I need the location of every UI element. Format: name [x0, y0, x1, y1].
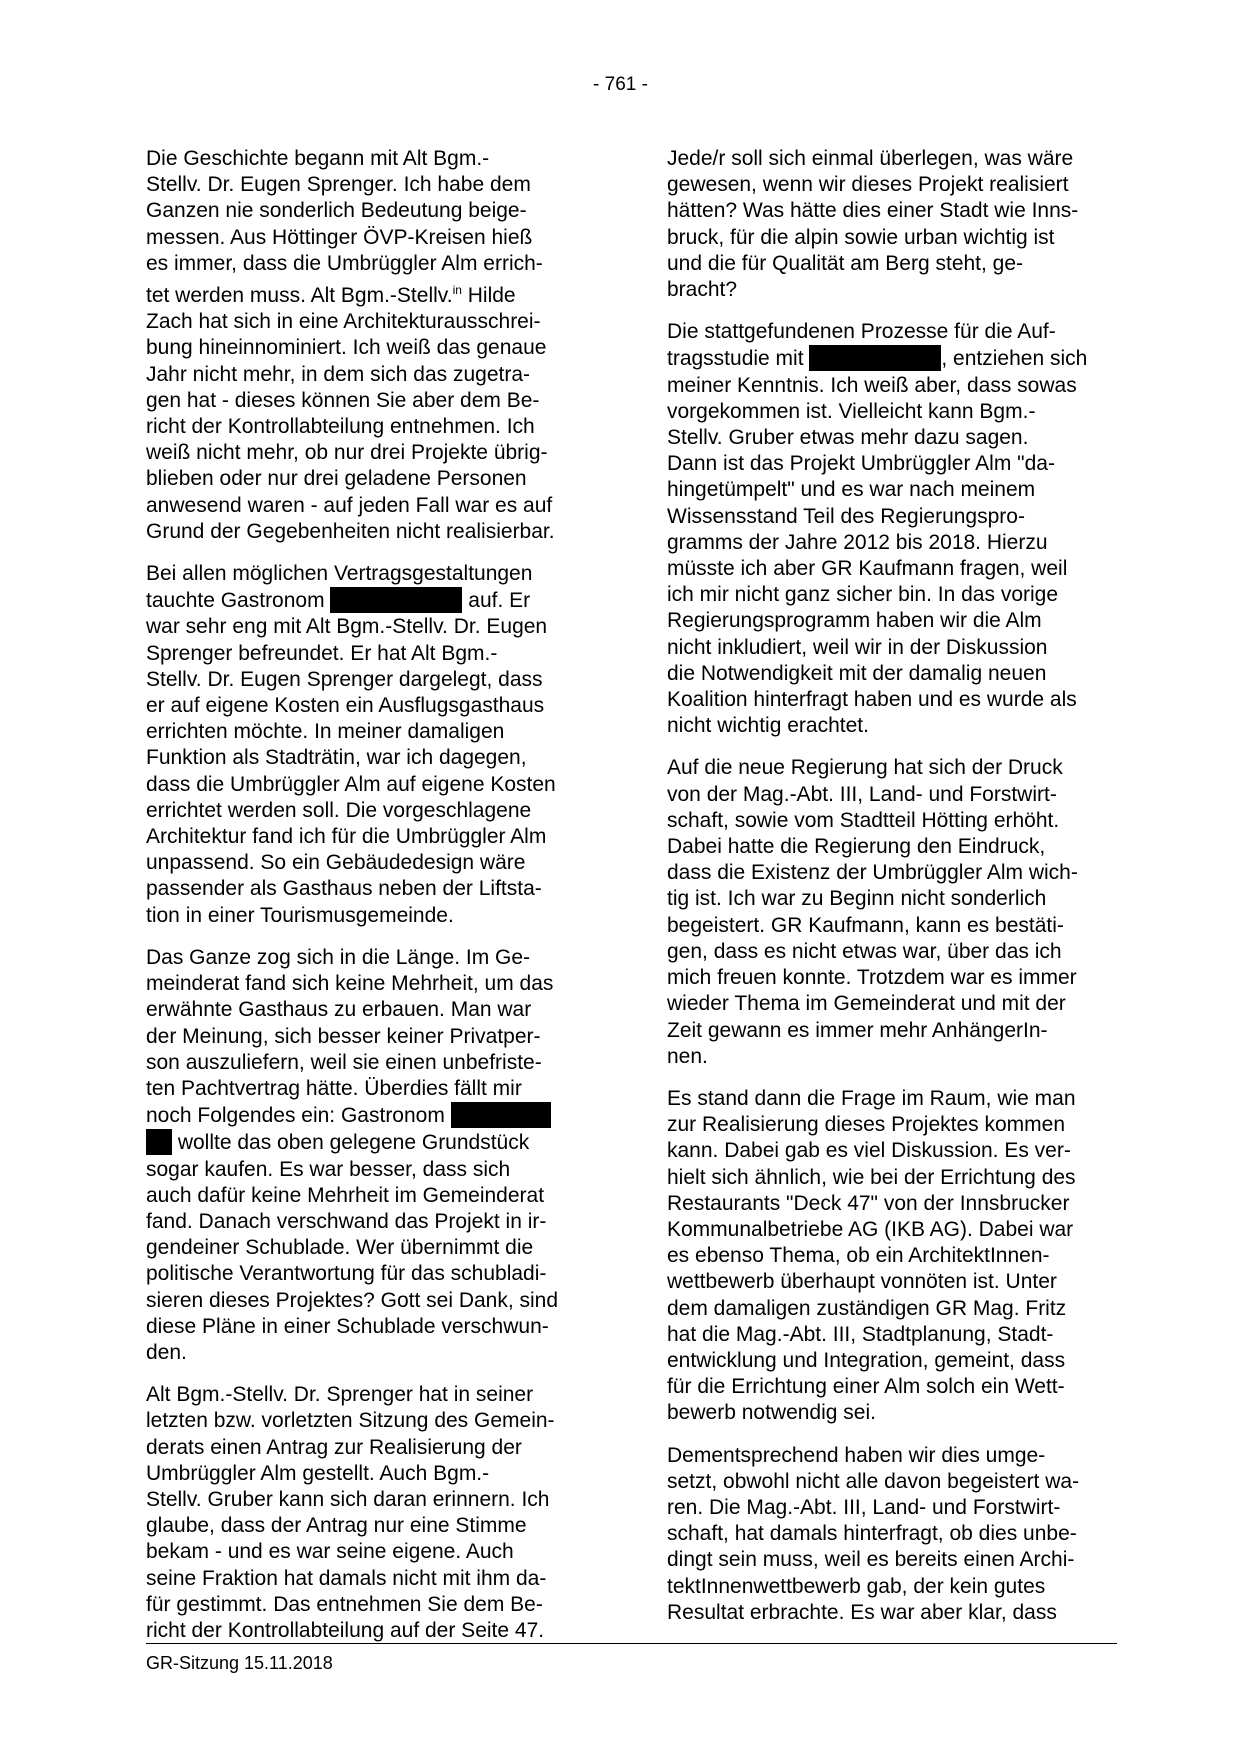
- footer-session-date: GR-Sitzung 15.11.2018: [146, 1653, 333, 1673]
- superscript: in: [452, 283, 462, 298]
- paragraph: Jede/r soll sich einmal überlegen, was wäre gewesen, wenn wir dieses Projekt realisiert hätten? Was hätte dies einer Stadt wie Inns- bruck, für die alpin sowie urban wichtig ist und die für Qualität am Berg steht, ge- bracht?: [667, 147, 1079, 302]
- text-run: Die stattgefundenen Prozesse für die Auf- tragsstudie mit: [667, 320, 1056, 371]
- redaction-block: [146, 1129, 172, 1155]
- paragraph: Dementsprechend haben wir dies umge- setzt, obwohl nicht alle davon begeistert wa- ren. Die Mag.-Abt. III, Land- und Forstwirt- schaft, hat damals hinterfragt, ob dies unbe- dingt sein muss, weil es bereits einen Archi- tektInnenwettbewerb gab, der kein gutes Resultat erbrachte. Es war aber klar, dass: [667, 1443, 1080, 1624]
- paragraph: [146, 146, 602, 545]
- paragraph: [146, 945, 602, 1366]
- paragraph: [146, 561, 602, 929]
- right-column: [667, 146, 1123, 1642]
- redaction-block: [330, 587, 462, 613]
- paragraph: Alt Bgm.-Stellv. Dr. Sprenger hat in seiner letzten bzw. vorletzten Sitzung des Gemein- derats einen Antrag zur Realisierung der Umbrüggler Alm gestellt. Auch Bgm.- Stellv. Gruber kann sich daran erinnern. Ich glaube, dass der Antrag nur eine Stimme bekam - und es war seine eigene. Auch seine Fraktion hat damals nicht mit ihm da- für gestimmt. Das entnehmen Sie dem Be- richt der Kontrollabteilung auf der Seite 47.: [146, 1383, 555, 1642]
- text-run: Die Geschichte begann mit Alt Bgm.- Stellv. Dr. Eugen Sprenger. Ich habe dem Ganzen nie sonderlich Bedeutung beige- messen. Aus Höttinger ÖVP-Kreisen hieß es immer, dass die Umbrüggler Alm errich- tet werden muss. Alt Bgm.-Stellv.: [146, 147, 543, 308]
- text-run: Bei allen möglichen Vertragsgestaltungen tauchte Gastronom: [146, 562, 533, 613]
- paragraph: [667, 319, 1123, 739]
- page-number: - 761 -: [593, 74, 648, 95]
- text-run: auf. Er war sehr eng mit Alt Bgm.-Stellv. Dr. Eugen Sprenger befreundet. Er hat Alt Bgm.- Stellv. Dr. Eugen Sprenger dargelegt, dass er auf eigene Kosten ein Ausflugsgasthaus errichten möchte. In meiner damaligen Funktion als Stadträtin, war ich dagegen, dass die Umbrüggler Alm auf eigene Kosten errichtet werden soll. Die vorgeschlagene Architektur fand ich für die Umbrüggler Alm unpassend. So ein Gebäudedesign wäre passender als Gasthaus neben der Liftsta- tion in einer Tourismusgemeinde.: [146, 589, 556, 927]
- paragraph: Auf die neue Regierung hat sich der Druck von der Mag.-Abt. III, Land- und Forstwirt- schaft, sowie vom Stadtteil Hötting erhöht. Dabei hatte die Regierung den Eindruck, dass die Existenz der Umbrüggler Alm wich- tig ist. Ich war zu Beginn nicht sonderlich begeistert. GR Kaufmann, kann es bestäti- gen, dass es nicht etwas war, über das ich mich freuen konnte. Trotzdem war es immer wieder Thema im Gemeinderat und mit der Zeit gewann es immer mehr AnhängerIn- nen.: [667, 756, 1078, 1068]
- redaction-block: [451, 1102, 551, 1128]
- text-run: , entziehen sich meiner Kenntnis. Ich weiß aber, dass sowas vorgekommen ist. Vielleicht kann Bgm.- Stellv. Gruber etwas mehr dazu sagen. Dann ist das Projekt Umbrüggler Alm "da- hingetümpelt" und es war nach meinem Wissensstand Teil des Regierungspro- gramms der Jahre 2012 bis 2018. Hierzu müsste ich aber GR Kaufmann fragen, weil ich mir nicht ganz sicher bin. In das vorige Regierungsprogramm haben wir die Alm nicht inkludiert, weil wir in der Diskussion die Notwendigkeit mit der damalig neuen Koalition hinterfragt haben und es wurde als nicht wichtig erachtet.: [667, 347, 1088, 738]
- text-run: Hilde Zach hat sich in eine Architekturausschrei- bung hineinnominiert. Ich weiß das genaue Jahr nicht mehr, in dem sich das zugetra- gen hat - dieses können Sie aber dem Be- richt der Kontrollabteilung entnehmen. Ich weiß nicht mehr, ob nur drei Projekte übrig- blieben oder nur drei geladene Personen anwesend waren - auf jeden Fall war es auf Grund der Gegebenheiten nicht realisierbar.: [146, 284, 555, 543]
- left-column: [146, 146, 602, 1660]
- footer-divider: [146, 1643, 1117, 1644]
- paragraph: Es stand dann die Frage im Raum, wie man zur Realisierung dieses Projektes kommen kann. Dabei gab es viel Diskussion. Es ver- hielt sich ähnlich, wie bei der Errichtung des Restaurants "Deck 47" von der Innsbrucker Kommunalbetriebe AG (IKB AG). Dabei war es ebenso Thema, ob ein ArchitektInnen- wettbewerb überhaupt vonnöten ist. Unter dem damaligen zuständigen GR Mag. Fritz hat die Mag.-Abt. III, Stadtplanung, Stadt- entwicklung und Integration, gemeint, dass für die Errichtung einer Alm solch ein Wett- bewerb notwendig sei.: [667, 1086, 1076, 1425]
- redaction-block: [809, 345, 941, 371]
- text-run: Das Ganze zog sich in die Länge. Im Ge- meinderat fand sich keine Mehrheit, um das erwähnte Gasthaus zu erbauen. Man war der Meinung, sich besser keiner Privatper- son auszuliefern, weil sie einen unbefriste- ten Pachtvertrag hätte. Überdies fällt mir noch Folgendes ein: Gastronom: [146, 945, 554, 1128]
- text-run: wollte das oben gelegene Grundstück sogar kaufen. Es war besser, dass sich auch dafür keine Mehrheit im Gemeinderat fand. Danach verschwand das Projekt in ir- gendeiner Schublade. Wer übernimmt die politische Verantwortung für das schubladi- sieren dieses Projektes? Gott sei Dank, sind diese Pläne in einer Schublade verschwun- den.: [146, 1131, 559, 1364]
